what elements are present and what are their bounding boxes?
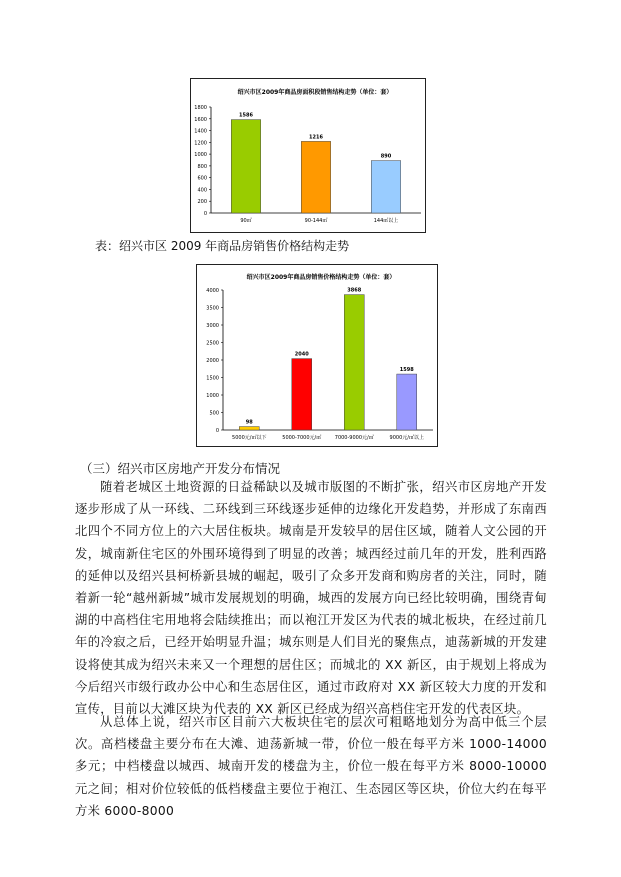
bar	[301, 141, 330, 213]
y-tick-label: 200	[197, 199, 207, 206]
bar	[344, 295, 364, 430]
bar	[397, 374, 417, 430]
y-tick-label: 600	[197, 175, 207, 182]
chart-area-structure	[190, 78, 426, 233]
y-tick-label: 0	[203, 211, 207, 217]
chart-title: 绍兴市区2009年商品房销售价格结构走势（单位：套）	[246, 274, 396, 281]
x-tick-label: 7000-9000元/㎡	[334, 435, 374, 441]
y-tick-label: 0	[215, 428, 219, 434]
data-label: 3868	[347, 287, 362, 294]
y-tick-label: 1600	[194, 116, 207, 123]
y-tick-label: 1000	[206, 393, 219, 399]
y-tick-label: 1000	[194, 152, 207, 159]
y-tick-label: 3000	[206, 323, 219, 329]
table-caption: 表：绍兴市区 2009 年商品房销售价格结构走势	[95, 239, 350, 253]
x-tick-label: 5000-7000元/㎡	[282, 435, 322, 441]
y-tick-label: 1400	[194, 128, 207, 135]
y-tick-label: 2000	[206, 358, 219, 364]
x-tick-label: 90-144㎡	[304, 218, 328, 224]
data-label: 98	[245, 419, 253, 426]
y-tick-label: 500	[209, 410, 219, 417]
bar	[239, 427, 259, 430]
data-label: 890	[380, 153, 392, 160]
y-tick-label: 1200	[194, 140, 207, 147]
data-label: 1216	[309, 134, 323, 141]
y-tick-label: 400	[197, 187, 207, 194]
x-tick-label: 144㎡以上	[373, 218, 399, 224]
chart-price-structure	[196, 264, 438, 447]
y-tick-label: 4000	[206, 288, 219, 294]
y-tick-label: 1800	[194, 105, 207, 111]
x-tick-label: 90㎡	[240, 218, 252, 224]
y-tick-label: 3500	[206, 305, 219, 312]
bar	[292, 359, 312, 430]
paragraph-1: 随着老城区土地资源的日益稀缺以及城市版图的不断扩张，绍兴市区房地产开发逐步形成了从一环线、二环线到三环线逐步延伸的边缘化开发趋势，并形成了东南西北四个不同方位上的六大居住板块。城南是开发较早的居住区域，随着人文公园的开发，城南新住宅区的外围环境得到了明显的改善；城西经过前几年的开发，胜利西路的延伸以及绍兴县柯桥新县城的崛起，吸引了众多开发商和购房者的关注，同时，随着新一轮“越州新城”城市发展规划的明确，城西的发展方向已经比较明确，围绕青甸湖的中高档住宅用地将会陆续推出；而以袍江开发区为代表的城北板块，在经过前几年的冷寂之后，已经开始明显升温；城东则是人们目光的聚焦点，迪荡新城的开发建设将使其成为绍兴未来又一个理想的居住区；而城北的 XX 新区，由于规划上将成为今后绍兴市级行政办公中心和生态居住区，通过市政府对 XX 新区较大力度的开发和宣传，目前以大滩区块为代表的 XX 新区已经成为绍兴高档住宅开发的代表区块。	[75, 480, 547, 717]
paragraph-2: 从总体上说，绍兴市区目前六大板块住宅的层次可粗略地划分为高中低三个层次。高档楼盘主要分布在大滩、迪荡新城一带，价位一般在每平方米 1000-14000 多元；中档楼盘以城西、城南开发的楼盘为主，价位一般在每平方米 8000-10000 元之间；相对价位较低的低档楼盘主要位于袍江、生态园区等区块，价位大约在每平方米 6000-8000	[75, 715, 547, 818]
y-tick-label: 1500	[206, 375, 219, 382]
y-tick-label: 2500	[206, 340, 219, 347]
chart-title: 绍兴市区2009年商品房面积段销售结构走势（单位：套）	[237, 89, 393, 96]
data-label: 2040	[294, 351, 309, 358]
bar-chart-price	[197, 265, 437, 446]
bar-chart-area	[191, 79, 425, 232]
section-heading: （三）绍兴市区房地产开发分布情况	[80, 461, 281, 476]
bar	[231, 120, 260, 213]
bar	[371, 161, 400, 213]
data-label: 1598	[399, 367, 414, 374]
x-tick-label: 9000元/㎡以上	[389, 435, 424, 441]
y-tick-label: 800	[197, 163, 207, 170]
x-tick-label: 5000元/㎡以下	[232, 435, 267, 441]
data-label: 1586	[239, 112, 253, 119]
